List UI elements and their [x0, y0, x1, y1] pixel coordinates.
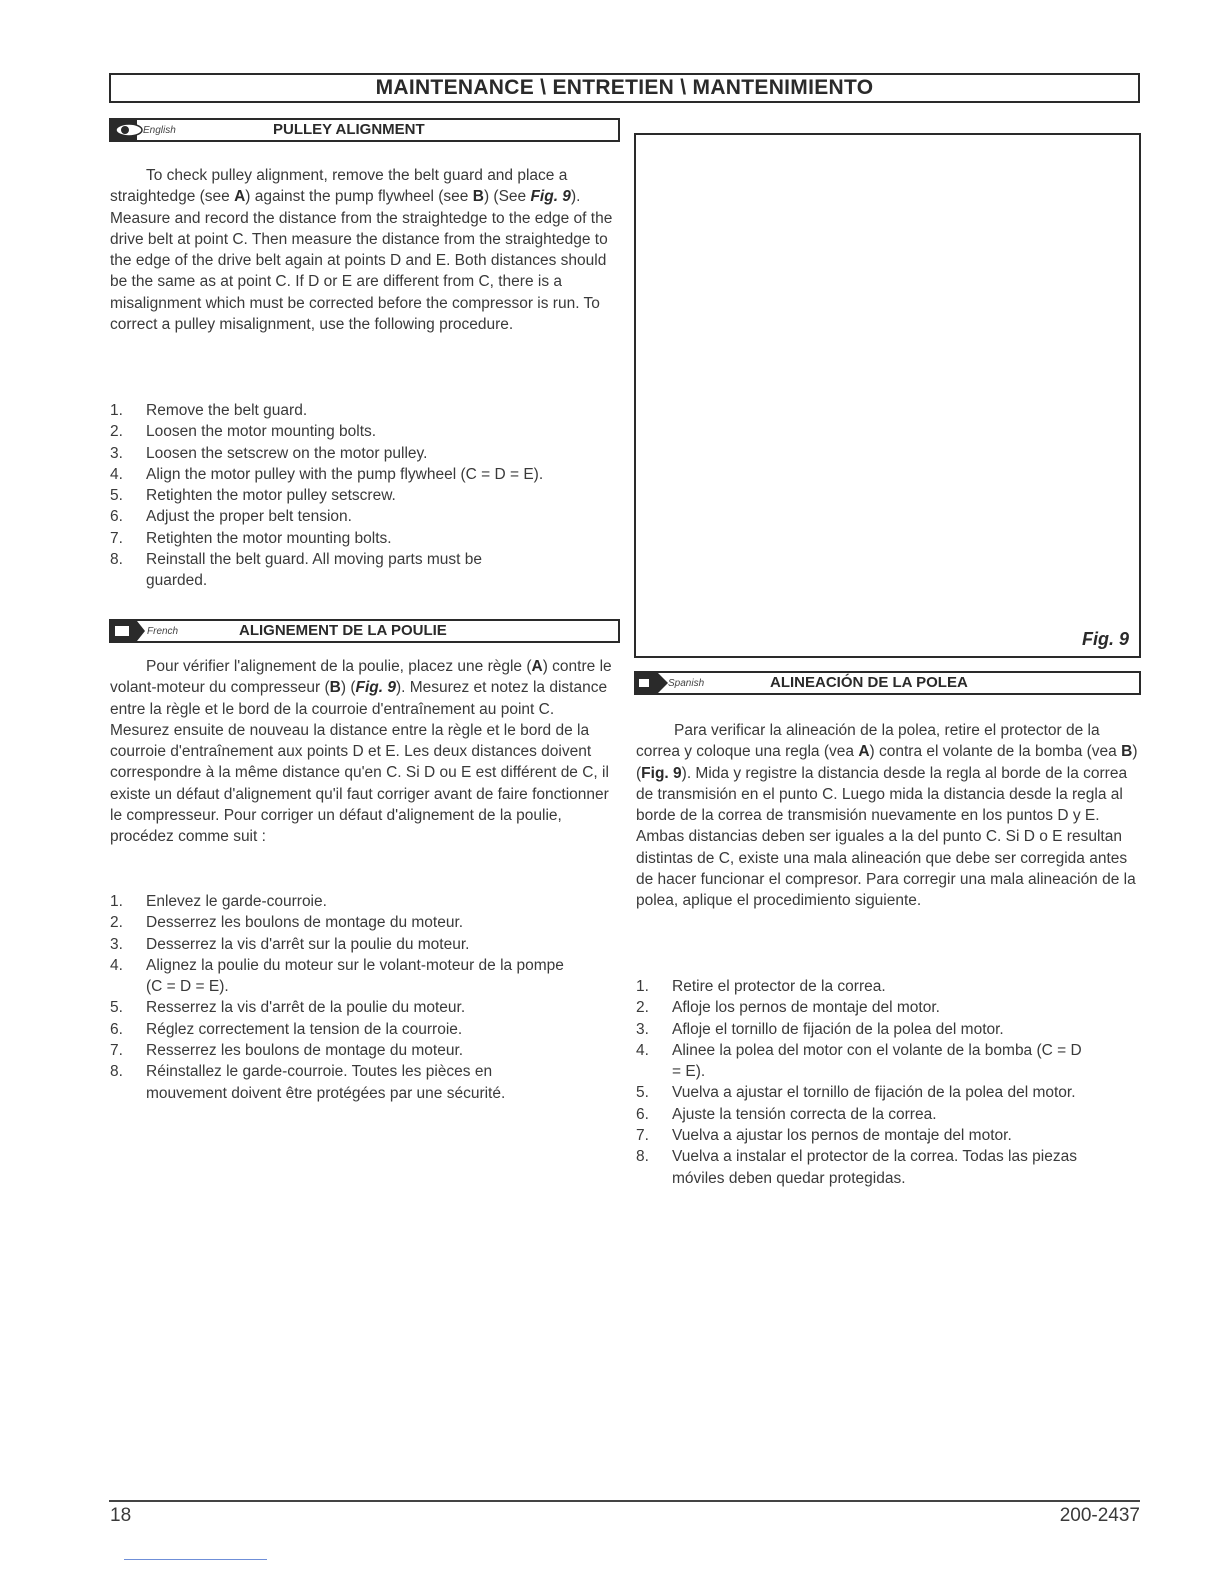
spanish-heading: ALINEACIÓN DE LA POLEA	[770, 674, 968, 691]
list-item: 1. Enlevez le garde-courroie.	[110, 893, 327, 910]
page-number: 18	[110, 1505, 132, 1526]
list-item: 4. Align the motor pulley with the pump flywheel (C = D = E).	[110, 465, 544, 483]
list-item: 2. Desserrez les boulons de montage du moteur.	[110, 914, 464, 932]
figure-label: Fig. 9	[1081, 629, 1129, 649]
page-title-text: MAINTENANCE \ ENTRETIEN \ MANTENIMIENTO	[375, 76, 874, 99]
list-item: 5. Resserrez la vis d'arrêt de la poulie du moteur.	[110, 999, 466, 1017]
english-heading: PULLEY ALIGNMENT	[273, 121, 425, 138]
list-item: 2. Afloje los pernos de montaje del motor.	[636, 999, 940, 1017]
list-item: 1. Retire el protector de la correa.	[636, 978, 886, 995]
spanish-steps	[636, 976, 1140, 1189]
list-item: 6. Adjust the proper belt tension.	[110, 508, 352, 526]
list-item: 7. Vuelva a ajustar los pernos de montaje del motor.	[636, 1127, 1012, 1145]
english-intro: To check pulley alignment, remove the belt guard and place a straightedge (see A) against the pump flywheel (see B) (See Fig. 9). Measure and record the distance from the straightedge to the edge of the drive belt at point C. Then measure the distance from the straightedge to the edge of the drive belt again at points D and E. Both distances should be the same as at point C. If D or E are different from C, there is a misalignment which must be corrected before the compressor is run. To correct a pulley misalignment, use the following procedure.	[110, 167, 613, 334]
french-intro: Pour vérifier l'alignement de la poulie, placez une règle (A) contre le volant-moteur du compresseur (B) (Fig. 9). Mesurez et notez la distance entre la règle et le bord de la courroie d'entraînement au point C. Mesurez ensuite de nouveau la distance entre la règle et le bord de la courroie d'entraînement aux points D et E. Les deux distances doivent correspondre à la même distance qu'en C. Si D ou E est différent de C, il existe un défaut d'alignement qu'il faut corriger avant de faire fonctionner le compresseur. Pour corriger un défaut d'alignement de la poulie, procédez comme suit :	[110, 658, 612, 846]
list-item: 4. Alignez la poulie du moteur sur le volant-moteur de la pompe (C = D = E).	[110, 956, 564, 996]
document-number: 200-2437	[1059, 1505, 1140, 1526]
list-item: 5. Retighten the motor pulley setscrew.	[110, 487, 396, 505]
list-item: 2. Loosen the motor mounting bolts.	[110, 423, 377, 441]
french-heading: ALIGNEMENT DE LA POULIE	[239, 622, 447, 639]
french-section-header	[109, 619, 620, 643]
french-steps	[110, 891, 616, 1104]
list-item: 6. Réglez correctement la tension de la courroie.	[110, 1020, 463, 1038]
list-item: 4. Alinee la polea del motor con el volante de la bomba (C = D = E).	[636, 1041, 1082, 1081]
french-fig-ref: Fig. 9	[355, 679, 396, 697]
spanish-section-header	[634, 671, 1141, 695]
list-item: 5. Vuelva a ajustar el tornillo de fijación de la polea del motor.	[636, 1084, 1076, 1102]
english-language-label: English	[143, 125, 176, 136]
page-title	[109, 73, 1140, 103]
list-item: 7. Resserrez les boulons de montage du moteur.	[110, 1042, 464, 1060]
spanish-fig-ref: Fig. 9	[641, 764, 682, 782]
spanish-intro: Para verificar la alineación de la polea, retire el protector de la correa y coloque una regla (vea A) contra el volante de la bomba (vea B) (Fig. 9). Mida y registre la distancia desde la regla al borde de la correa de transmisión en el punto C. Luego mida la distancia desde la regla al borde de la correa de transmisión nuevamente en los puntos D y E. Ambas distancias deben ser iguales a la del punto C. Si D o E resultan distintas de C, existe una mala alineación que debe ser corregida antes de hacer funcionar el compresor. Para corregir una mala alineación de la polea, aplique el procedimiento siguiente.	[636, 722, 1138, 910]
spanish-language-label: Spanish	[668, 678, 705, 689]
english-fig-ref: Fig. 9	[530, 188, 571, 206]
french-language-label: French	[147, 626, 179, 637]
english-section-header	[109, 118, 620, 142]
english-steps	[110, 400, 616, 592]
list-item: 8. Reinstall the belt guard. All moving parts must be guarded.	[110, 551, 483, 590]
footer-divider	[109, 1500, 1140, 1502]
list-item: 3. Afloje el tornillo de fijación de la polea del motor.	[636, 1020, 1004, 1038]
list-item: 3. Desserrez la vis d'arrêt sur la poulie du moteur.	[110, 935, 470, 953]
list-item: 3. Loosen the setscrew on the motor pulley.	[110, 444, 428, 462]
list-item: 8. Réinstallez le garde-courroie. Toutes les pièces en mouvement doivent être protégées par une sécurité.	[110, 1063, 506, 1102]
figure-9-frame	[634, 133, 1141, 658]
bottom-rule	[124, 1559, 267, 1560]
list-item: 1. Remove the belt guard.	[110, 402, 308, 419]
list-item: 8. Vuelva a instalar el protector de la correa. Todas las piezas móviles deben quedar protegidas.	[636, 1148, 1077, 1187]
list-item: 7. Retighten the motor mounting bolts.	[110, 529, 392, 547]
list-item: 6. Ajuste la tensión correcta de la correa.	[636, 1105, 937, 1123]
